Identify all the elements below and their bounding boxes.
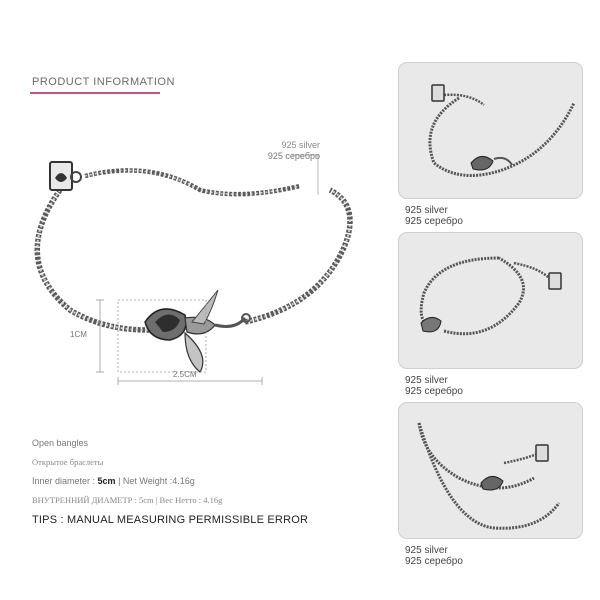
header-underline xyxy=(30,92,160,94)
material-callout xyxy=(268,140,320,162)
thumbnail-2-caption xyxy=(405,375,463,397)
inner-diameter-label: Inner diameter : xyxy=(32,476,96,486)
width-dimension-label: 2.5CM xyxy=(173,370,197,379)
tips-text: TIPS : MANUAL MEASURING PERMISSIBLE ERROR xyxy=(32,514,309,526)
thumbnail-1-caption xyxy=(405,205,463,227)
height-dimension-label: 1CM xyxy=(70,330,87,339)
thumbnail-1[interactable] xyxy=(398,62,583,199)
spec-type-en: Open bangles xyxy=(32,438,89,448)
thumbnail-3-caption xyxy=(405,545,463,567)
bracelet-main-photo xyxy=(0,105,385,405)
callout-line-ru: 925 серебро xyxy=(267,151,320,161)
thumbnail-2[interactable] xyxy=(398,232,583,369)
thumbnail-1-caption-en: 925 silver xyxy=(405,205,448,216)
spec-size-weight-ru: ВНУТРЕННИЙ ДИАМЕТР : 5cm | Вес Нетто : 4.16g xyxy=(32,495,223,505)
spec-size-weight xyxy=(32,476,372,486)
thumbnail-2-caption-en: 925 silver xyxy=(405,375,448,386)
thumbnail-3[interactable] xyxy=(398,402,583,539)
net-weight-value: 4.16g xyxy=(172,476,195,486)
spec-block xyxy=(32,438,372,514)
header-title: PRODUCT INFORMATION xyxy=(32,76,175,88)
thumbnail-3-caption-en: 925 silver xyxy=(405,545,448,556)
net-weight-label: | Net Weight : xyxy=(118,476,173,486)
thumbnail-2-photo xyxy=(399,233,582,368)
rose-charm xyxy=(145,290,250,372)
inner-diameter-value: 5cm xyxy=(97,476,116,486)
thumbnail-3-caption-ru: 925 серебро xyxy=(405,556,463,567)
spec-type-ru: Открытое браслеты xyxy=(32,457,104,467)
callout-line-en: 925 silver xyxy=(281,140,320,150)
thumbnail-3-photo xyxy=(399,403,582,538)
thumbnail-2-caption-ru: 925 серебро xyxy=(405,386,463,397)
thumbnail-1-photo xyxy=(399,63,582,198)
thumbnail-1-caption-ru: 925 серебро xyxy=(405,216,463,227)
